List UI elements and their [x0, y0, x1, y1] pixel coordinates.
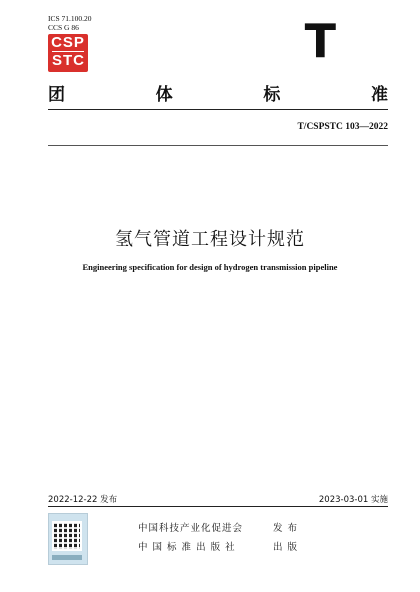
- title-english: Engineering specification for design of hydrogen transmission pipeline: [82, 262, 338, 272]
- classification-codes: [48, 14, 92, 32]
- standard-number: T/CSPSTC 103—2022: [297, 122, 388, 132]
- logo-line1: CSP: [51, 34, 85, 51]
- press-role: 出 版: [272, 542, 298, 553]
- standard-type: [48, 80, 388, 105]
- effective-date: 2023-03-01 实施: [318, 495, 388, 505]
- issuer-name: 中国科技产业化促进会: [138, 523, 244, 534]
- standard-type-char: 准: [370, 85, 388, 105]
- ccs-code: CCS G 86: [48, 23, 79, 32]
- bottom-divider: [48, 506, 388, 507]
- standard-letter: T: [304, 14, 336, 68]
- logo-line2: STC: [52, 52, 85, 69]
- cspstc-logo: [48, 34, 88, 72]
- label-strip: [52, 555, 82, 560]
- press-name: 中 国 标 准 出 版 社: [138, 542, 236, 553]
- ics-code: ICS 71.100.20: [48, 14, 92, 23]
- standard-type-char: 体: [155, 85, 173, 105]
- date-row: [48, 493, 388, 505]
- issue-date: 2022-12-22 发布: [48, 495, 118, 505]
- title-chinese: 氢气管道工程设计规范: [115, 229, 305, 250]
- anti-counterfeit-qr-label: [48, 513, 88, 565]
- issuer-role: 发 布: [272, 523, 298, 534]
- standard-type-char: 标: [263, 85, 281, 105]
- standard-type-char: 团: [48, 85, 65, 105]
- publisher-press: [138, 539, 298, 553]
- publisher-issuer: [138, 520, 298, 534]
- qr-code-icon: [54, 523, 80, 549]
- top-divider: [48, 109, 388, 110]
- number-divider: [48, 145, 388, 146]
